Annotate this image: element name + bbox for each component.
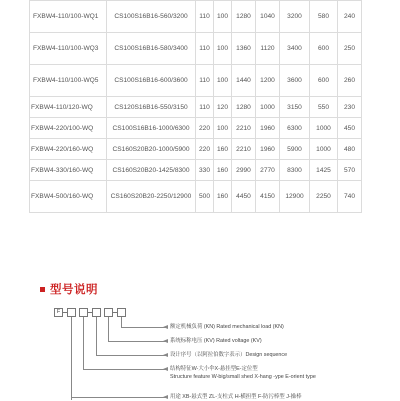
- connector-line: [96, 355, 166, 356]
- cell-code: CS100S16B16-1000/6300: [107, 118, 196, 139]
- cell-value: 1120: [256, 33, 280, 65]
- cell-value: 6300: [280, 118, 310, 139]
- connector-line: [71, 317, 72, 400]
- cell-value: 3600: [280, 65, 310, 97]
- cell-value: 3200: [280, 1, 310, 33]
- cell-value: 5900: [280, 139, 310, 160]
- cell-model: FXBW4-220/160-WQ: [30, 139, 107, 160]
- cell-value: 1000: [310, 118, 338, 139]
- cell-value: 500: [196, 181, 214, 213]
- cell-value: 110: [196, 97, 214, 118]
- arrow-icon: [163, 325, 168, 329]
- cell-code: CS160S20B20-1000/5900: [107, 139, 196, 160]
- cell-value: 1440: [232, 65, 256, 97]
- cell-value: 1360: [232, 33, 256, 65]
- code-box: [117, 308, 126, 317]
- cell-model: FXBW4-110/100-WQ1: [30, 1, 107, 33]
- cell-value: 260: [338, 65, 362, 97]
- cell-model: FXBW4-330/160-WQ: [30, 160, 107, 181]
- cell-value: 330: [196, 160, 214, 181]
- code-box: [104, 308, 113, 317]
- arrow-icon: [163, 353, 168, 357]
- cell-value: 1960: [256, 118, 280, 139]
- cell-value: 2210: [232, 118, 256, 139]
- cell-value: 2210: [232, 139, 256, 160]
- connector-line: [121, 327, 166, 328]
- cell-model: FXBW4-110/100-WQ5: [30, 65, 107, 97]
- cell-value: 480: [338, 139, 362, 160]
- code-box: [92, 308, 101, 317]
- cell-value: 740: [338, 181, 362, 213]
- cell-value: 12900: [280, 181, 310, 213]
- cell-value: 3150: [280, 97, 310, 118]
- desc-structure-cn: 结构特征W-大小伞X-悬挂型E-定位型: [170, 366, 258, 372]
- desc-mechanical-load: 额定机械负荷 (KN) Rated mechanical load (KN): [170, 324, 284, 330]
- connector-line: [121, 317, 122, 327]
- desc-structure-en: Structure feature W-big/small shed X-hang -ype E-orient type: [170, 374, 316, 380]
- cell-value: 100: [214, 65, 232, 97]
- cell-value: 4450: [232, 181, 256, 213]
- cell-value: 1425: [310, 160, 338, 181]
- cell-value: 1000: [310, 139, 338, 160]
- cell-value: 220: [196, 139, 214, 160]
- desc-usage: 用途 XB-悬式型 ZL-支柱式 H-横担型 F-防污棒型 J-操棒: [170, 394, 302, 400]
- code-box-prefix: F: [54, 308, 63, 317]
- cell-value: 120: [214, 97, 232, 118]
- cell-value: 450: [338, 118, 362, 139]
- cell-value: 160: [214, 181, 232, 213]
- code-box: [79, 308, 88, 317]
- cell-value: 8300: [280, 160, 310, 181]
- arrow-icon: [163, 339, 168, 343]
- cell-value: 580: [310, 1, 338, 33]
- connector-line: [71, 397, 166, 398]
- section-title-text: 型号说明: [50, 284, 98, 296]
- cell-value: 1960: [256, 139, 280, 160]
- cell-code: CS100S16B16-600/3600: [107, 65, 196, 97]
- cell-value: 100: [214, 118, 232, 139]
- cell-value: 230: [338, 97, 362, 118]
- cell-value: 600: [310, 65, 338, 97]
- cell-value: 110: [196, 1, 214, 33]
- cell-value: 160: [214, 160, 232, 181]
- cell-value: 1280: [232, 97, 256, 118]
- connector-line: [83, 369, 166, 370]
- desc-rated-voltage: 系统标称电压 (KV) Rated voltage (KV): [170, 338, 262, 344]
- cell-value: 250: [338, 33, 362, 65]
- cell-value: 550: [310, 97, 338, 118]
- cell-value: 2250: [310, 181, 338, 213]
- connector-line: [108, 341, 166, 342]
- cell-model: FXBW4-110/100-WQ3: [30, 33, 107, 65]
- cell-code: CS120S16B16-550/3150: [107, 97, 196, 118]
- cell-value: 3400: [280, 33, 310, 65]
- code-box: [67, 308, 76, 317]
- cell-code: CS160S20B20-1425/8300: [107, 160, 196, 181]
- cell-value: 2770: [256, 160, 280, 181]
- cell-value: 1200: [256, 65, 280, 97]
- cell-value: 100: [214, 1, 232, 33]
- cell-value: 110: [196, 33, 214, 65]
- cell-value: 600: [310, 33, 338, 65]
- cell-value: 1280: [232, 1, 256, 33]
- cell-code: CS100S16B16-580/3400: [107, 33, 196, 65]
- desc-design-sequence: 设计序号（以阿拉伯数字表示）Design sequence: [170, 352, 288, 358]
- connector-line: [108, 317, 109, 341]
- connector-line: [96, 317, 97, 355]
- connector-line: [83, 317, 84, 369]
- cell-value: 4150: [256, 181, 280, 213]
- cell-code: CS100S16B16-560/3200: [107, 1, 196, 33]
- cell-code: CS160S20B20-2250/12900: [107, 181, 196, 213]
- cell-value: 100: [214, 33, 232, 65]
- cell-value: 110: [196, 65, 214, 97]
- cell-value: 1040: [256, 1, 280, 33]
- cell-value: 570: [338, 160, 362, 181]
- arrow-icon: [163, 367, 168, 371]
- cell-value: 220: [196, 118, 214, 139]
- cell-model: FXBW4-220/100-WQ: [30, 118, 107, 139]
- cell-value: 1000: [256, 97, 280, 118]
- cell-value: 240: [338, 1, 362, 33]
- arrow-icon: [163, 395, 168, 399]
- cell-value: 160: [214, 139, 232, 160]
- cell-value: 2990: [232, 160, 256, 181]
- cell-model: FXBW4-110/120-WQ: [30, 97, 107, 118]
- cell-model: FXBW4-500/160-WQ: [30, 181, 107, 213]
